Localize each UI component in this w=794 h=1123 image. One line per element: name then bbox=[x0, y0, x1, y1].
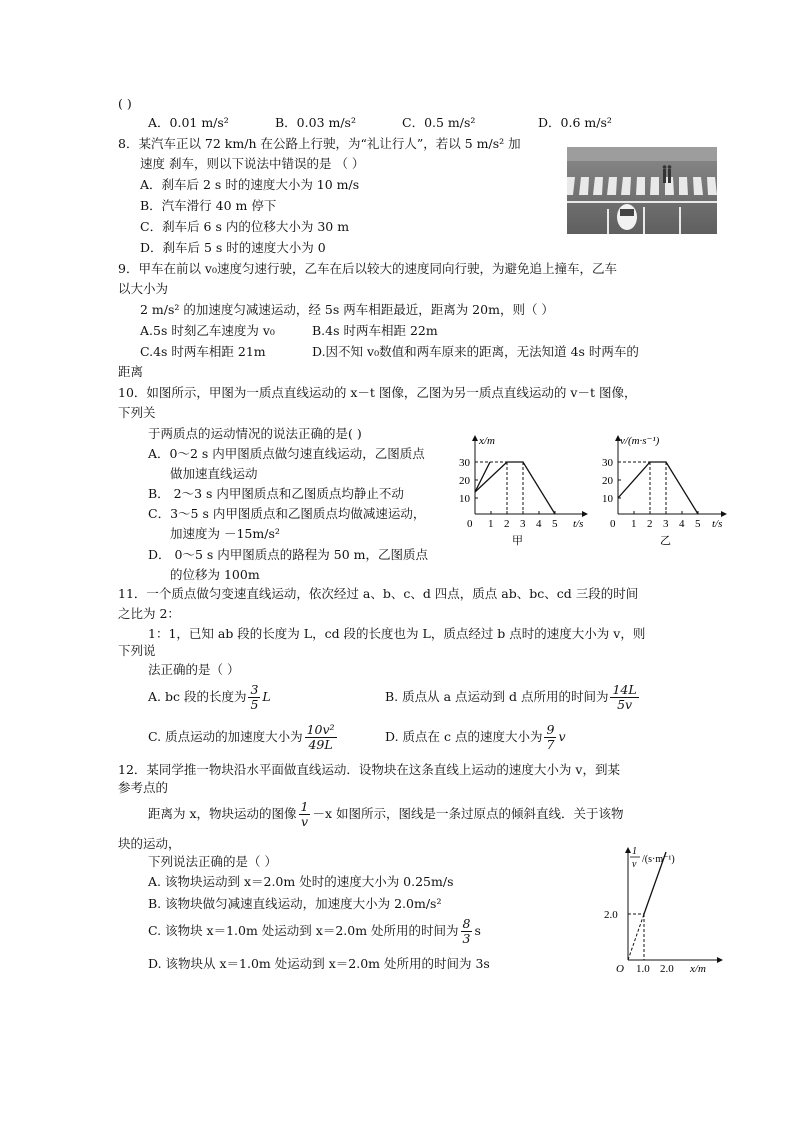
q11-b-num: 14L bbox=[612, 682, 637, 697]
q8-option-c: C．刹车后 6 s 内的位移大小为 30 m bbox=[140, 219, 350, 234]
graph-a-xtick-3: 3 bbox=[520, 518, 526, 530]
q10-option-d-2: 的位移为 100m bbox=[170, 567, 260, 582]
graph-b-xtick-4: 4 bbox=[679, 518, 685, 530]
q11-c-den: 49L bbox=[308, 737, 333, 752]
q7-option-d: D．0.6 m/s² bbox=[538, 115, 612, 130]
q12-option-b: B. 该物块做匀减速直线运动，加速度大小为 2.0m/s² bbox=[148, 896, 442, 911]
q11-stem-2: 之比为 2： bbox=[118, 606, 180, 621]
q10-option-c-1: C．3～5 s 内甲图质点和乙图质点均做减速运动， bbox=[148, 506, 426, 521]
q11-a-den: 5 bbox=[250, 697, 259, 712]
q12-c-num: 8 bbox=[462, 916, 471, 931]
q9-option-b: B.4s 时两车相距 22m bbox=[312, 323, 438, 338]
q8-stem-1: 8．某汽车正以 72 km/h 在公路上行驶，为“礼让行人”，若以 5 m/s² 加 bbox=[118, 136, 521, 151]
q12-stem-den: v bbox=[300, 814, 309, 829]
q9-option-a: A.5s 时刻乙车速度为 v₀ bbox=[140, 323, 275, 338]
q12-stem-3 bbox=[148, 797, 624, 831]
q11-option-c-fraction bbox=[305, 723, 337, 752]
q12-option-c bbox=[148, 914, 481, 948]
graph-b-ytick-10: 10 bbox=[602, 493, 613, 505]
q8-option-a: A．刹车后 2 s 时的速度大小为 10 m/s bbox=[140, 177, 360, 192]
q11-stem-1: 11．一个质点做匀变速直线运动，依次经过 a、b、c、d 四点，质点 ab、bc、cd 三段的时间 bbox=[118, 586, 639, 601]
q11-c-num: 10v² bbox=[306, 722, 335, 737]
graph-a-xtick-4: 4 bbox=[536, 518, 542, 530]
q12-option-c-fraction bbox=[461, 917, 473, 946]
graph-b-ytick-30: 30 bbox=[602, 457, 613, 469]
q12-option-c-unit: s bbox=[474, 923, 481, 938]
q12-stem-3-tail: －x 如图所示，图线是一条过原点的倾斜直线．关于该物 bbox=[312, 806, 624, 821]
q11-stem-3: 1：1，已知 ab 段的长度为 L，cd 段的长度也为 L，质点经过 b 点时的速度大小为 v，则 bbox=[148, 626, 646, 641]
q11-stem-4: 下列说 bbox=[118, 643, 156, 658]
q8-stem-2: 速度 刹车，则以下说法中错误的是 （ ） bbox=[140, 156, 365, 171]
q11-option-d bbox=[385, 720, 566, 754]
q7-paren: ( ) bbox=[118, 96, 132, 111]
q9-stem-3: 2 m/s² 的加速度匀减速运动，经 5s 两车相距最近，距离为 20m，则（ ） bbox=[140, 302, 554, 317]
q12-stem-5: 下列说法正确的是（ ） bbox=[148, 854, 277, 869]
graph-c-ylabel: /(s·m⁻¹) bbox=[642, 854, 675, 865]
graph-c-xtick-1: 1.0 bbox=[636, 963, 650, 974]
graph-c-origin: O bbox=[616, 963, 624, 974]
graph-c-y-num: 1 bbox=[632, 846, 637, 857]
graph-c-xlabel: x/m bbox=[690, 963, 706, 974]
q11-b-den: 5v bbox=[617, 697, 633, 712]
q9-stem-1: 9．甲车在前以 v₀速度匀速行驶，乙车在后以较大的速度同向行驶，为避免追上撞车，乙车 bbox=[118, 261, 618, 276]
q10-option-a-2: 做加速直线运动 bbox=[170, 466, 258, 481]
q11-option-d-fraction bbox=[544, 723, 556, 752]
q12-stem-4: 块的运动， bbox=[118, 836, 181, 851]
q11-option-b-fraction bbox=[610, 683, 638, 712]
graph-x-t bbox=[455, 432, 595, 548]
graph-a-xtick-0: 0 bbox=[467, 518, 473, 530]
q7-option-b: B．0.03 m/s² bbox=[275, 115, 356, 130]
q8-option-d: D．刹车后 5 s 时的速度大小为 0 bbox=[140, 240, 326, 255]
q11-stem-5: 法正确的是（ ） bbox=[148, 662, 240, 677]
q11-d-num: 9 bbox=[546, 722, 555, 737]
q11-option-a-unit: L bbox=[262, 689, 271, 704]
graph-a-ylabel: x/m bbox=[479, 435, 495, 447]
graph-b-xtick-0: 0 bbox=[610, 518, 616, 530]
graph-b-caption: 乙 bbox=[660, 535, 671, 547]
q11-option-a-text: A. bc 段的长度为 bbox=[148, 689, 247, 704]
graph-c-xtick-2: 2.0 bbox=[660, 963, 674, 974]
q9-option-d: D.因不知 v₀数值和两车原来的距离，无法知道 4s 时两车的 bbox=[312, 344, 639, 359]
q10-option-c-2: 加速度为 －15m/s² bbox=[170, 526, 280, 541]
q10-stem-3: 于两质点的运动情况的说法正确的是( ) bbox=[148, 426, 362, 441]
q10-option-a-1: A．0～2 s 内甲图质点做匀速直线运动，乙图质点 bbox=[148, 446, 425, 461]
graph-a-ytick-20: 20 bbox=[459, 475, 470, 487]
q11-option-b bbox=[385, 680, 641, 714]
graph-b-xtick-1: 1 bbox=[631, 518, 637, 530]
graph-c-y-den: v bbox=[632, 859, 637, 870]
q11-option-d-unit: v bbox=[558, 729, 566, 744]
q7-option-a: A．0.01 m/s² bbox=[148, 115, 229, 130]
graph-a-xtick-5: 5 bbox=[552, 518, 558, 530]
q10-stem-1: 10．如图所示，甲图为一质点直线运动的 x－t 图像，乙图为另一质点直线运动的 v－t 图像， bbox=[118, 385, 637, 400]
graph-b-xtick-5: 5 bbox=[695, 518, 701, 530]
q11-option-b-text: B. 质点从 a 点运动到 d 点所用的时间为 bbox=[385, 689, 609, 704]
q11-option-a-fraction bbox=[248, 683, 260, 712]
q12-stem-3-text: 距离为 x，物块运动的图像 bbox=[148, 806, 297, 821]
q11-d-den: 7 bbox=[546, 737, 555, 752]
q11-option-a bbox=[148, 680, 271, 714]
graph-a-ytick-30: 30 bbox=[459, 457, 470, 469]
q12-option-d: D. 该物块从 x＝1.0m 处运动到 x＝2.0m 处所用的时间为 3s bbox=[148, 956, 490, 971]
q9-stem-2: 以大小为 bbox=[118, 281, 169, 296]
graph-b-xtick-3: 3 bbox=[663, 518, 669, 530]
q12-option-a: A. 该物块运动到 x＝2.0m 处时的速度大小为 0.25m/s bbox=[148, 874, 454, 889]
q11-a-num: 3 bbox=[250, 682, 259, 697]
q11-option-c-text: C. 质点运动的加速度大小为 bbox=[148, 729, 303, 744]
graph-inverse-v-x bbox=[602, 842, 732, 974]
q11-option-c bbox=[148, 720, 339, 754]
graph-a-xtick-2: 2 bbox=[504, 518, 510, 530]
q10-option-b: B． 2～3 s 内甲图质点和乙图质点均静止不动 bbox=[148, 486, 404, 501]
q10-option-d-1: D． 0～5 s 内甲图质点的路程为 50 m，乙图质点 bbox=[148, 547, 428, 562]
graph-b-ylabel: v/(m·s⁻¹) bbox=[620, 435, 660, 447]
q12-stem-num: 1 bbox=[300, 799, 309, 814]
graph-a-xlabel: t/s bbox=[573, 518, 584, 530]
graph-b-xlabel: t/s bbox=[712, 518, 723, 530]
q9-option-d-cont: 距离 bbox=[118, 364, 144, 379]
q11-option-d-text: D. 质点在 c 点的速度大小为 bbox=[385, 729, 543, 744]
graph-a-ytick-10: 10 bbox=[459, 493, 470, 505]
q9-option-c: C.4s 时两车相距 21m bbox=[140, 344, 266, 359]
q12-c-den: 3 bbox=[462, 931, 471, 946]
q12-stem-3-fraction bbox=[299, 800, 311, 829]
graph-b-xtick-2: 2 bbox=[647, 518, 653, 530]
q10-stem-2: 下列关 bbox=[118, 405, 156, 420]
graph-v-t bbox=[598, 432, 738, 548]
q12-option-c-text: C. 该物块 x＝1.0m 处运动到 x＝2.0m 处所用的时间为 bbox=[148, 923, 459, 938]
q12-stem-2: 参考点的 bbox=[118, 780, 169, 795]
graph-c-ytick: 2.0 bbox=[604, 909, 618, 921]
graph-a-caption: 甲 bbox=[512, 535, 523, 547]
graph-a-xtick-1: 1 bbox=[488, 518, 494, 530]
q12-stem-1: 12．某同学推一物块沿水平面做直线运动．设物块在这条直线上运动的速度大小为 v，到某 bbox=[118, 762, 620, 777]
crosswalk-photo bbox=[567, 147, 717, 234]
q8-option-b: B．汽车滑行 40 m 停下 bbox=[140, 198, 277, 213]
q7-option-c: C．0.5 m/s² bbox=[402, 115, 476, 130]
graph-b-ytick-20: 20 bbox=[602, 475, 613, 487]
